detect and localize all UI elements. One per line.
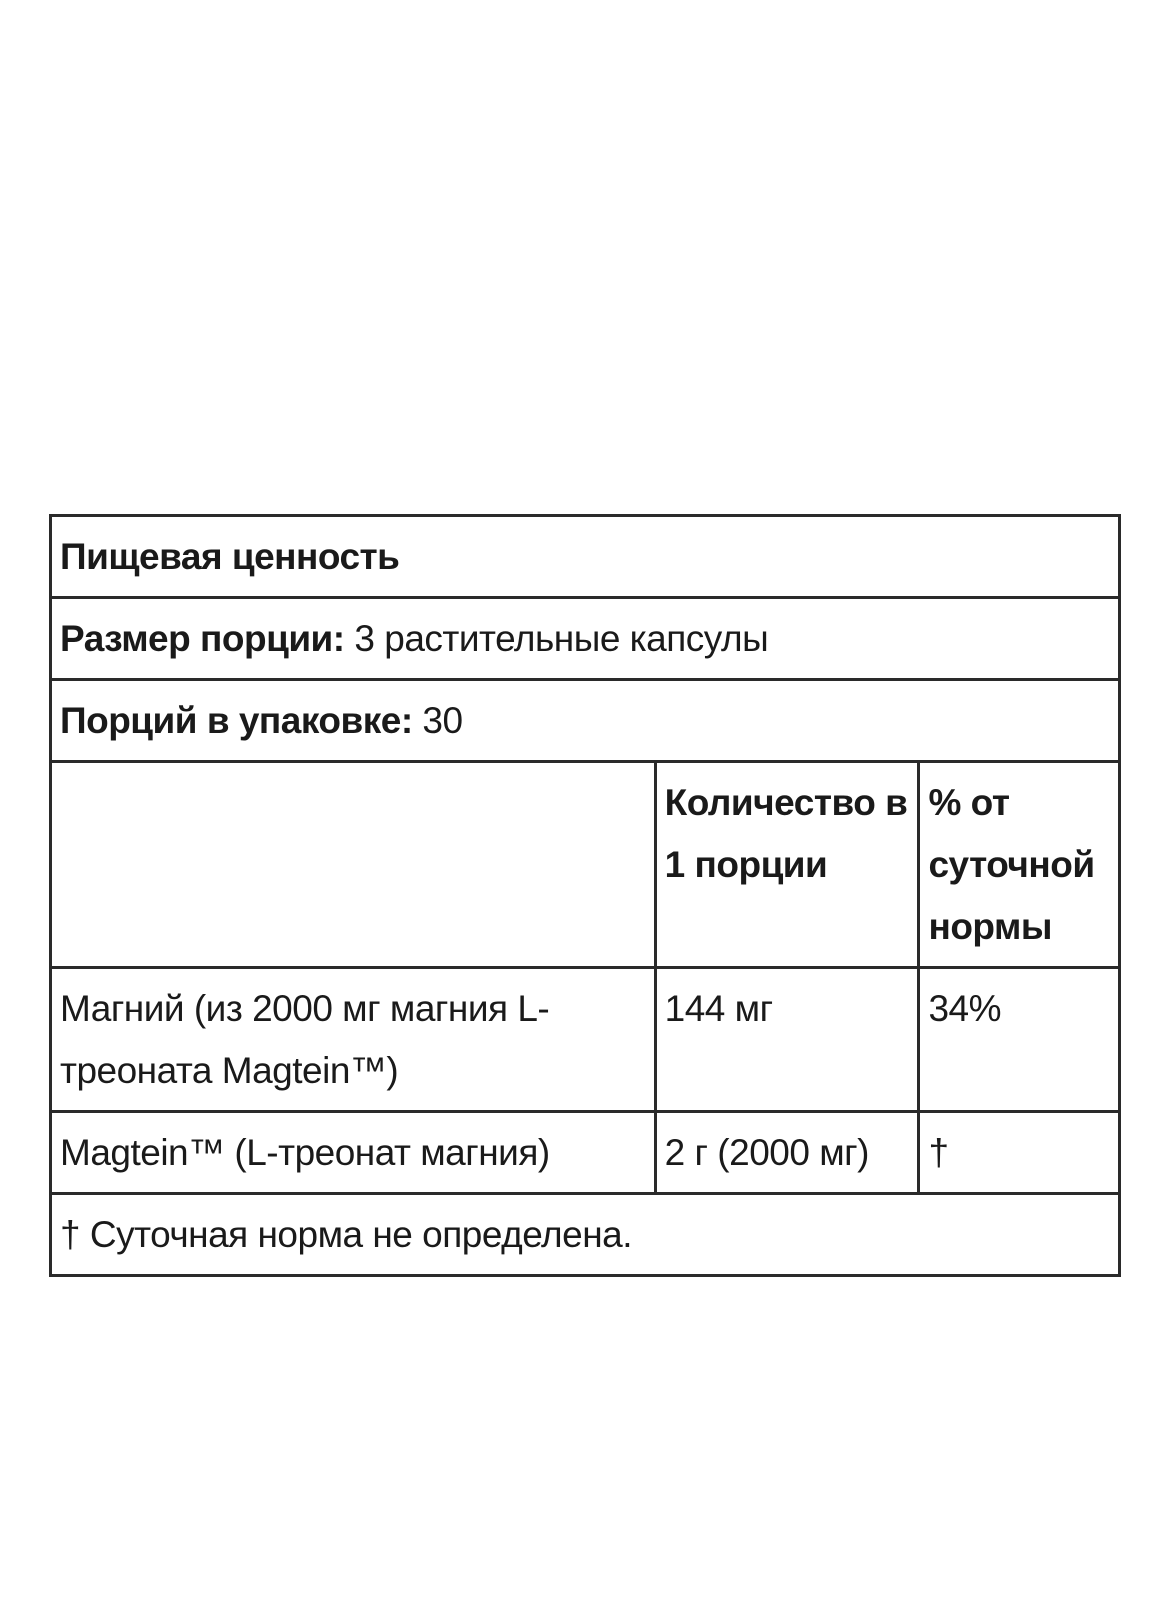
serving-size-cell: [51, 598, 1120, 680]
row-daily-value: †: [919, 1112, 1120, 1194]
row-name: Magtein™ (L-треонат магния): [51, 1112, 656, 1194]
header-amount: Количество в 1 порции: [655, 762, 919, 968]
header-name: [51, 762, 656, 968]
servings-per-container-label: Порций в упаковке:: [60, 700, 413, 741]
footnote: † Суточная норма не определена.: [51, 1194, 1120, 1276]
nutrition-facts-table: [49, 514, 1121, 1277]
row-amount: 144 мг: [655, 968, 919, 1112]
row-amount: 2 г (2000 мг): [655, 1112, 919, 1194]
row-daily-value: 34%: [919, 968, 1120, 1112]
servings-per-container-row: [51, 680, 1120, 762]
serving-size-value: 3 растительные капсулы: [344, 618, 769, 659]
serving-size-label: Размер порции:: [60, 618, 345, 659]
table-row: [51, 1112, 1120, 1194]
header-row: [51, 762, 1120, 968]
row-name: Магний (из 2000 мг магния L-треоната Magtein™): [51, 968, 656, 1112]
table-title: Пищевая ценность: [51, 516, 1120, 598]
table-row: [51, 968, 1120, 1112]
servings-per-container-cell: [51, 680, 1120, 762]
header-daily-value: % от суточной нормы: [919, 762, 1120, 968]
footnote-row: [51, 1194, 1120, 1276]
serving-size-row: [51, 598, 1120, 680]
title-row: [51, 516, 1120, 598]
servings-per-container-value: 30: [412, 700, 463, 741]
